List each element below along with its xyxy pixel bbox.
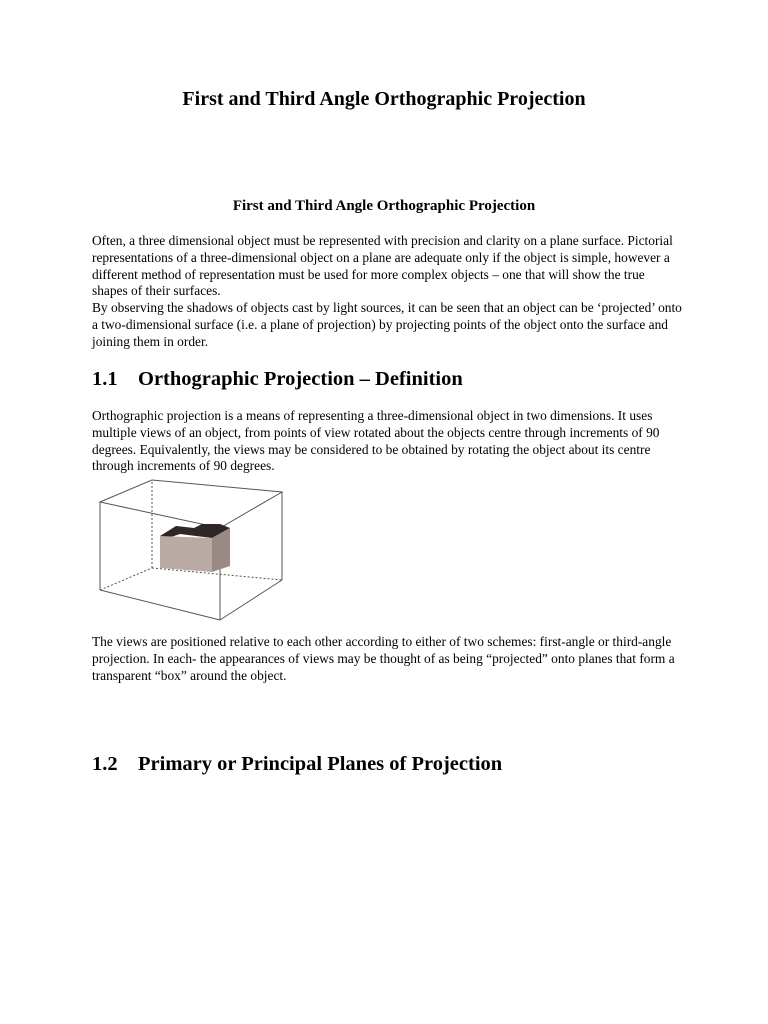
- document-title: First and Third Angle Orthographic Projection: [182, 88, 586, 110]
- schemes-text: The views are positioned relative to each other according to either of two schemes: first-angle or third-angle projection. In each- the appearances of views may be thought of as being “projected” onto planes that form a transparent “box” around the object.: [92, 634, 675, 683]
- section-number: 1.1: [92, 368, 118, 390]
- intro-paragraph: [92, 233, 682, 351]
- schemes-paragraph: [92, 634, 682, 684]
- box-edge-hidden: [100, 568, 152, 590]
- object-front-face: [160, 536, 212, 572]
- intro-text-2: By observing the shadows of objects cast by light sources, it can be seen that an object can be ‘projected’ onto a two-dimensional surface (i.e. a plane of projection) by projecting points of the object onto the surface and joining them in order.: [92, 300, 682, 349]
- box-top-face: [100, 480, 282, 528]
- definition-paragraph: [92, 408, 682, 475]
- object-shape: [160, 524, 230, 572]
- box-edge: [100, 590, 220, 620]
- section-heading-1-2: [92, 751, 502, 777]
- definition-text: Orthographic projection is a means of representing a three-dimensional object in two dimensions. It uses multiple views of an object, from points of view rotated about the objects centre through increments of 90 degrees. Equivalently, the views may be considered to be obtained by rotating the object about its centre through increments of 90 degrees.: [92, 408, 660, 474]
- projection-box-figure: [88, 474, 320, 626]
- section-heading-1-1: [92, 366, 463, 392]
- intro-text-1: Often, a three dimensional object must be represented with precision and clarity on a plane surface. Pictorial representations of a three-dimensional object on a plane are adequate only if the object is simple, however a different method of representation must be used for more complex objects – one that will show the true shapes of their surfaces.: [92, 233, 673, 299]
- section-number: 1.2: [92, 753, 118, 775]
- document-subtitle: First and Third Angle Orthographic Projection: [232, 198, 536, 214]
- box-edge: [220, 580, 282, 620]
- section-heading-text: Primary or Principal Planes of Projection: [138, 753, 503, 775]
- section-heading-text: Orthographic Projection – Definition: [138, 368, 463, 390]
